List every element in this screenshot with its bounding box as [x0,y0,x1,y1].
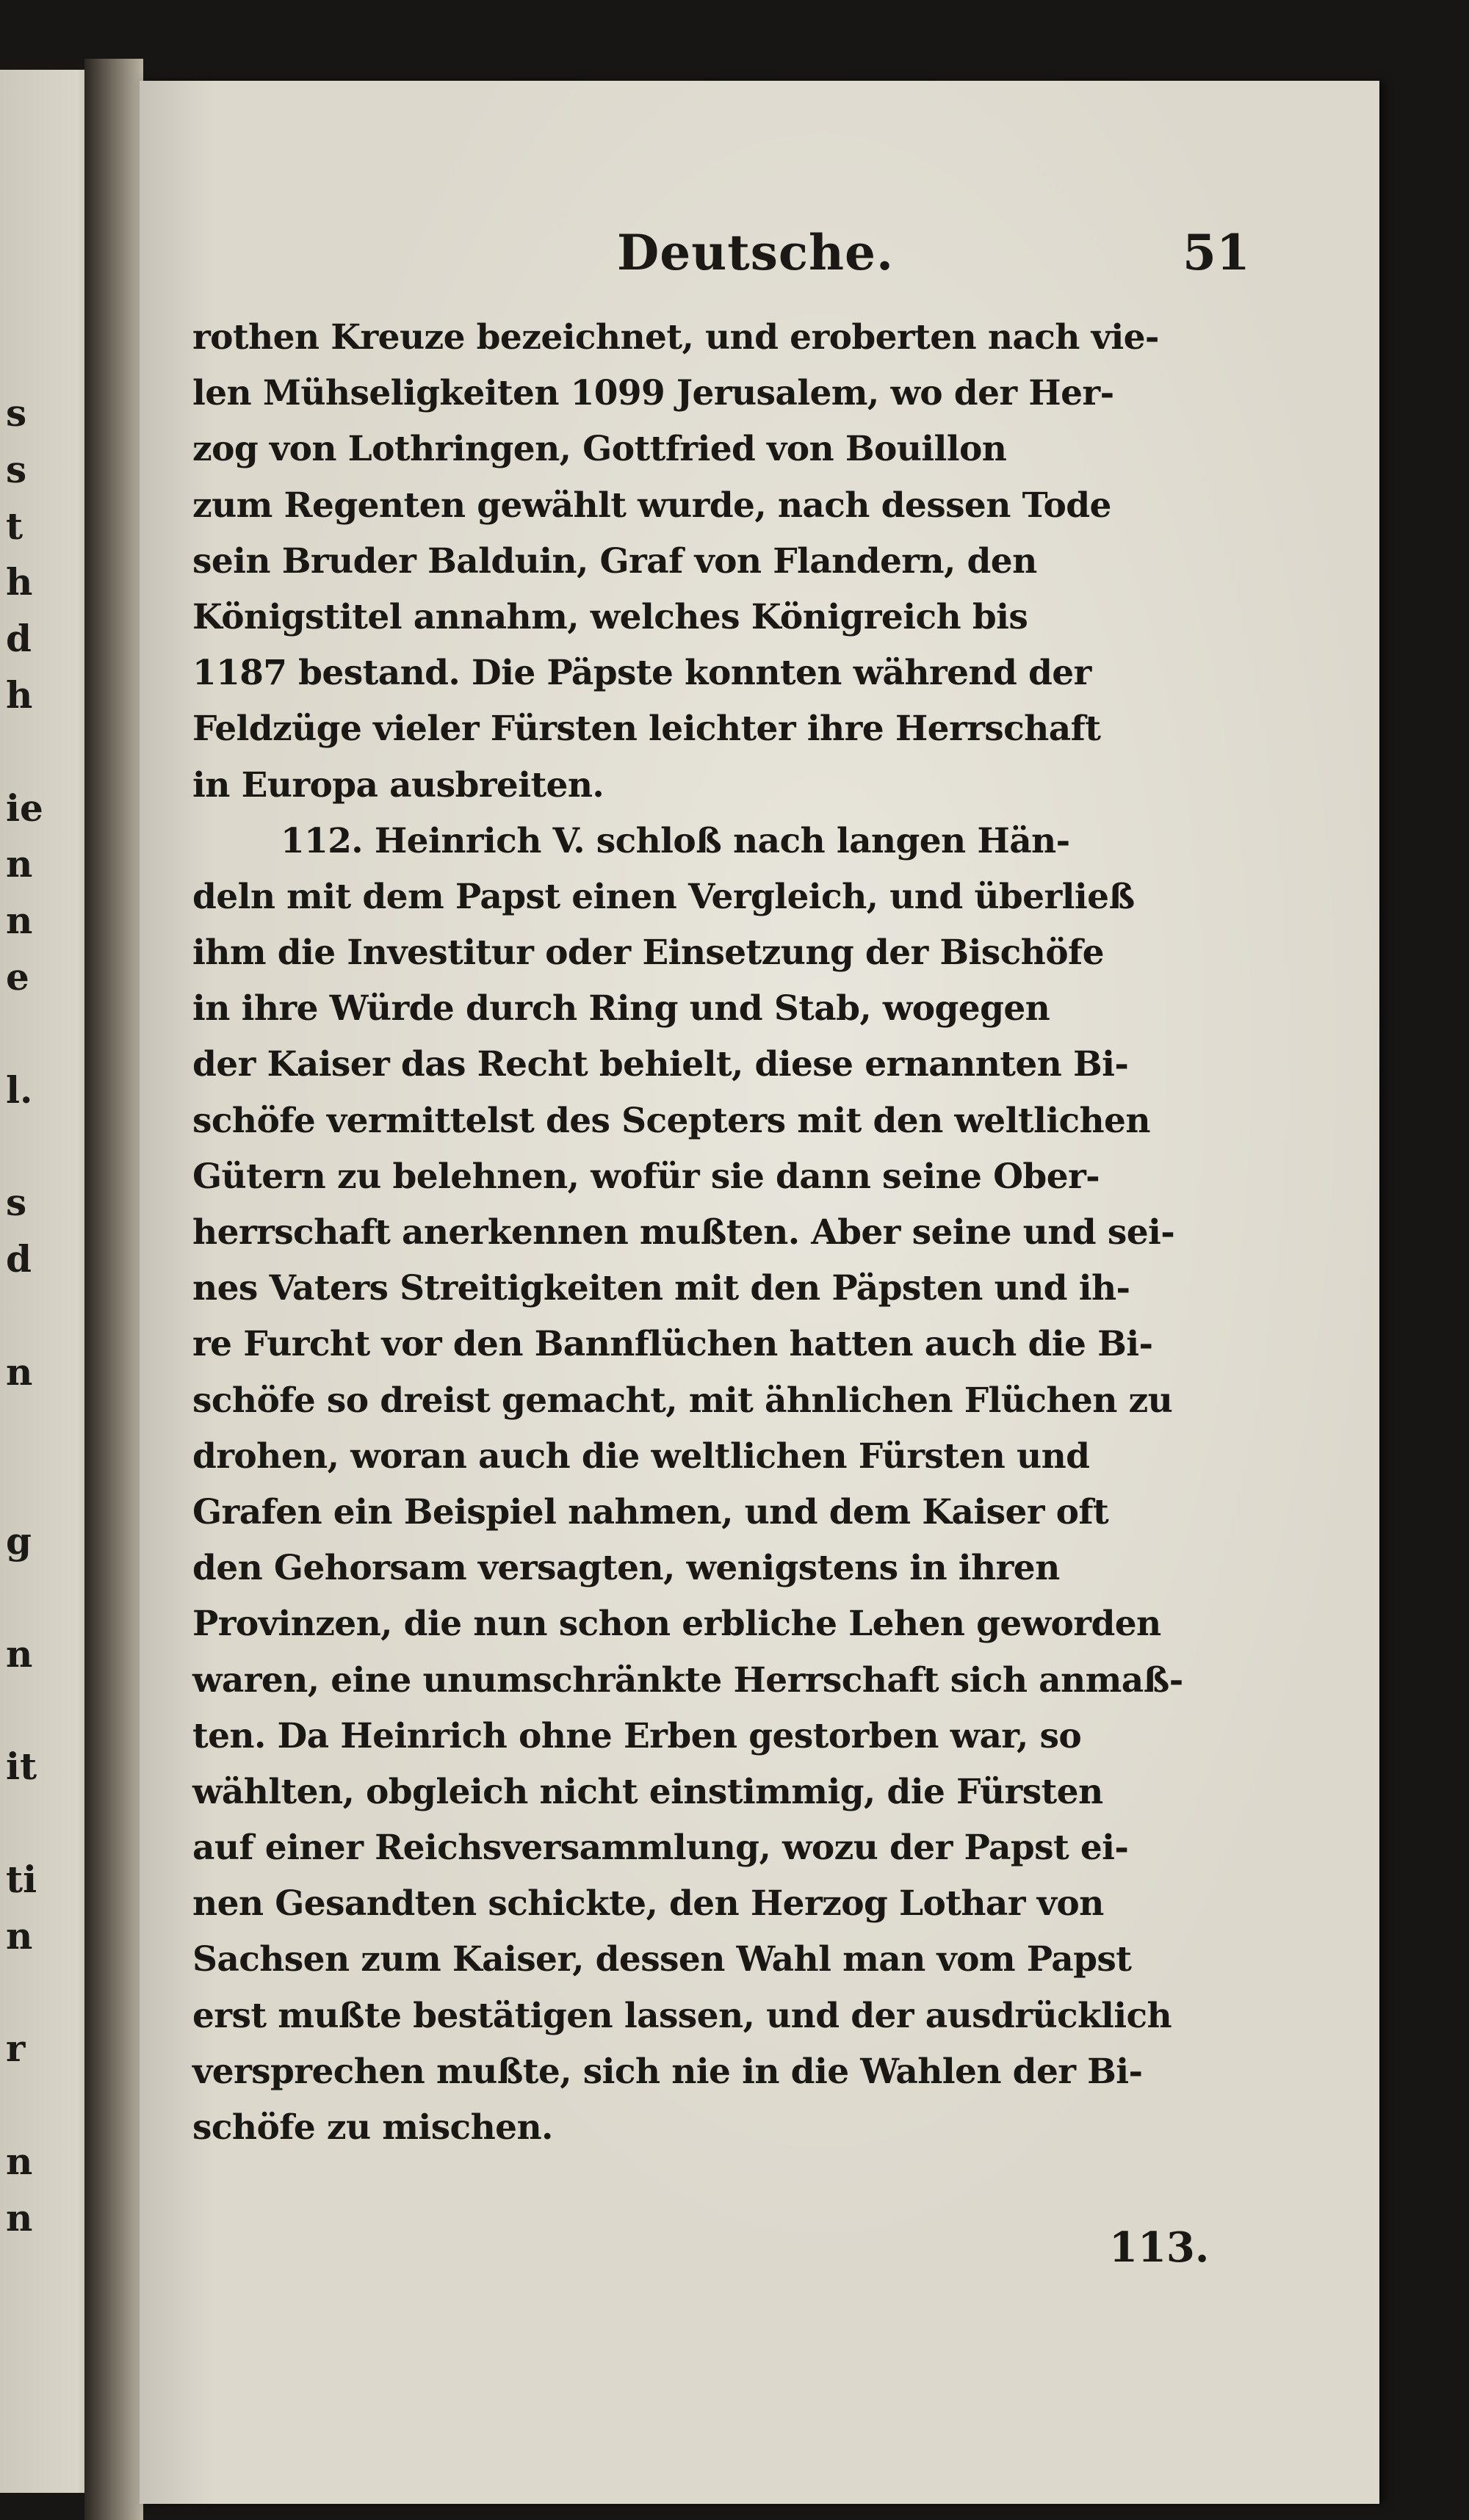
facing-page-fragment: g [6,1518,32,1563]
text-line: Provinzen, die nun schon erbliche Lehen geworden [192,1604,1161,1645]
text-line: rothen Kreuze bezeichnet, und eroberten nach vie- [192,317,1159,358]
facing-page-fragment [6,724,50,781]
facing-page-fragment: s [6,391,27,435]
text-line: schöfe vermittelst des Scepters mit den weltlichen [192,1100,1150,1141]
text-line: deln mit dem Papst einen Vergleich, und überließ [192,876,1135,917]
text-line: in ihre Würde durch Ring und Stab, wogegen [192,988,1050,1029]
text-line: herrschaft anerkennen mußten. Aber seine und sei- [192,1212,1175,1253]
facing-page-fragment: d [6,617,32,661]
facing-page-fragment: e [6,955,29,999]
facing-page-fragment: r [6,2027,26,2071]
text-line: Feldzüge vieler Fürsten leichter ihre Herrschaft [192,709,1101,750]
facing-page-text [6,385,50,2303]
text-line: in Europa ausbreiten. [192,764,604,805]
text-line: versprechen mußte, sich nie in die Wahlen der Bi- [192,2051,1143,2092]
facing-page-fragment: l. [6,1068,33,1112]
facing-page-fragment: n [6,899,33,943]
text-line: auf einer Reichsversammlung, wozu der Papst ei- [192,1828,1129,1869]
text-line: erst mußte bestätigen lassen, und der ausdrücklich [192,1995,1172,2036]
text-line: wählten, obgleich nicht einstimmig, die Fürsten [192,1771,1103,1812]
facing-page-fragment [6,1457,50,1513]
text-line: ten. Da Heinrich ohne Erben gestorben war, so [192,1715,1082,1756]
text-line: len Mühseligkeiten 1099 Jerusalem, wo der Her- [192,373,1114,414]
text-line: schöfe so dreist gemacht, mit ähnlichen Flüchen zu [192,1380,1173,1421]
facing-page-fragment: n [6,2139,33,2183]
facing-page-fragment: it [6,1745,37,1789]
text-line: Sachsen zum Kaiser, dessen Wahl man vom Papst [192,1939,1132,1980]
facing-page-fragment [6,1964,50,2021]
text-line: den Gehorsam versagten, wenigstens in ihren [192,1548,1060,1589]
facing-page-fragment: h [6,560,33,604]
text-line: nes Vaters Streitigkeiten mit den Päpsten und ih- [192,1268,1130,1309]
facing-page-fragment: n [6,1632,33,1676]
text-line: schöfe zu mischen. [192,2107,553,2148]
text-line: ihm die Investitur oder Einsetzung der Bischöfe [192,933,1104,974]
facing-page-fragment: n [6,1913,33,1958]
facing-page-fragment [6,1795,50,1852]
page-number: 51 [1183,224,1250,281]
facing-page-fragment: n [6,842,33,886]
facing-page-fragment: ti [6,1857,37,1901]
facing-page-fragment [6,1682,50,1739]
facing-page-fragment: t [6,504,24,548]
text-line: zum Regenten gewählt wurde, nach dessen Tode [192,485,1111,526]
facing-page-fragment [6,1400,50,1457]
text-line: waren, eine unumschränkte Herrschaft sich anmaß- [192,1659,1183,1701]
facing-page-fragment [6,1118,50,1175]
text-line: 112. Heinrich V. schloß nach langen Hän- [281,820,1070,861]
text-line: Gütern zu belehnen, wofür sie dann seine Ober- [192,1156,1100,1197]
text-line: sein Bruder Balduin, Graf von Flandern, den [192,540,1037,582]
text-line: Königstitel annahm, welches Königreich bis [192,596,1028,637]
facing-page-fragment [6,2077,50,2134]
facing-page-fragment [6,1288,50,1344]
catchword: 113. [1109,2223,1210,2272]
facing-page-fragment: n [6,2195,33,2240]
facing-page-fragment: n [6,1350,33,1394]
text-line: drohen, woran auch die weltlichen Fürsten und [192,1435,1090,1477]
facing-page-fragment: s [6,447,27,491]
facing-page-fragment: ie [6,786,43,830]
facing-page-fragment: d [6,1237,32,1281]
text-line: Grafen ein Beispiel nahmen, und dem Kaiser oft [192,1491,1109,1532]
text-line: der Kaiser das Recht behielt, diese ernannten Bi- [192,1044,1129,1085]
facing-page-fragment [6,1570,50,1626]
facing-page-fragment [6,1006,50,1062]
text-line: nen Gesandten schickte, den Herzog Lothar von [192,1883,1104,1925]
running-head: Deutsche. [617,224,894,281]
binding-gutter [84,59,143,2520]
facing-page-fragment: h [6,673,33,717]
text-line: re Furcht vor den Bannflüchen hatten auch die Bi- [192,1324,1153,1365]
book-page [140,81,1379,2504]
facing-page-fragment [6,2246,50,2303]
page-header [140,224,1379,297]
text-line: 1187 bestand. Die Päpste konnten während der [192,653,1091,694]
body-text [192,310,1250,2156]
text-line: zog von Lothringen, Gottfried von Bouillon [192,429,1007,470]
facing-page-fragment: s [6,1181,27,1225]
